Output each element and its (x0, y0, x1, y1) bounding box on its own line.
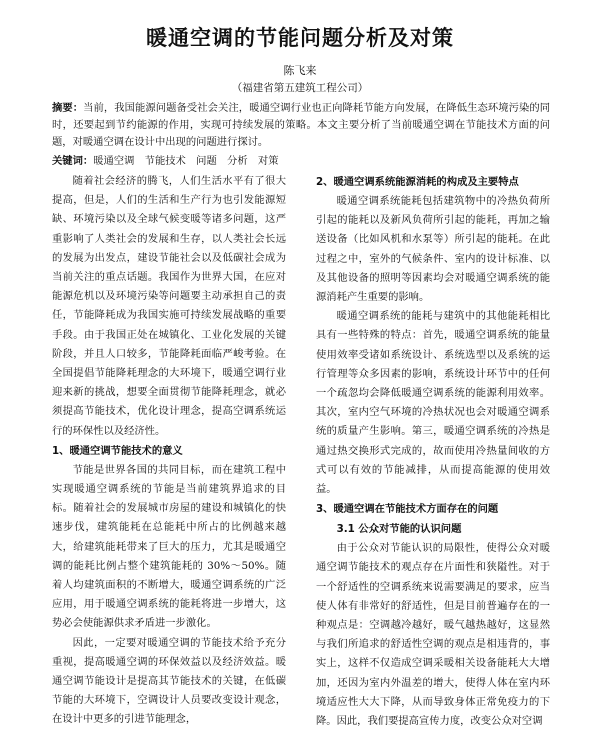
abstract-label: 摘要： (52, 102, 84, 114)
author-name: 陈飞来 (283, 64, 317, 77)
section-3-1-paragraph: 由于公众对节能认识的局限性，使得公众对暖通空调节能技术的观点存在片面性和狭隘性。对于一个舒适性的空调系统来说需要满足的要求，应当使人体有非常好的舒适性，但是目前普遍存在的一种观点是：空调越冷越好，暖气越热越好，这显然与我们所追求的舒适性空调的观点是相违背的，事实上，这样不仅造成空调采暖相关设备能耗大大增加，还因为室内外温差的增大，使得人体在室内环境适应性大大下降，从而导致身体正常免疫力的下降。因此，我们要提高宣传力度，改变公众对空调 (316, 542, 550, 728)
author-affiliation: （福建省第五建筑工程公司） (231, 82, 369, 94)
section-1-heading: 1、暖通空调节能技术的意义 (52, 444, 183, 457)
abstract (52, 100, 550, 151)
section-1-paragraph-1: 节能是世界各国的共同目标，而在建筑工程中实现暖通空调系统的节能是当前建筑界追求的目标。随着社会的发展城市房屋的建设和城镇化的快速步伐，建筑能耗在总能耗中所占的比例越来越大，给建筑能耗带来了巨大的压力，尤其是暖通空调的能耗比例占整个建筑能耗的 30%～50%。随着人均建筑面积的不断增大，暖通空调系统的广泛应用，用于暖通空调系统的能耗将进一步增大，这势必会使能源供求矛盾进一步激化。 (52, 463, 286, 630)
section-3-1-heading: 3.1 公众对节能的认识问题 (336, 523, 462, 536)
section-3-heading: 3、暖通空调在节能技术方面存在的问题 (316, 503, 499, 516)
intro-paragraph: 随着社会经济的腾飞，人们生活水平有了很大提高，但是，人们的生活和生产行为也引发能源短缺、环境污染以及全球气候变暖等诸多问题，这严重影响了人类社会的发展和生存，以人类社会长远的发展为出发点，建设节能社会以及低碳社会成为当前关注的重点话题。我国作为世界大国，在应对能源危机以及环境污染等问题要主动承担自己的责任，节能降耗成为我国实施可持续发展战略的重要手段。由于我国正处在城镇化、工业化发展的关键阶段，并且人口较多，节能降耗面临严峻考验。在全国提倡节能降耗理念的大环境下，暖通空调行业迎来新的挑战，想要全面贯彻节能降耗理念，就必须提高节能技术，优化设计理念，提高空调系统运行的环保性以及经济性。 (52, 175, 286, 437)
keywords-text: 暖通空调 节能技术 问题 分析 对策 (93, 155, 279, 167)
left-column (52, 172, 286, 730)
paper-title: 暖通空调的节能问题分析及对策 (146, 26, 454, 50)
keywords-label: 关键词： (52, 155, 94, 167)
section-1-paragraph-2: 因此，一定要对暖通空调的节能技术给予充分重视，提高暖通空调的环保效益以及经济效益。暖通空调节能设计是提高其节能技术的关键，在低碳节能的大环境下，空调设计人员要改变设计观念，在设计中更多的引进节能理念， (52, 636, 286, 726)
abstract-text: 当前，我国能源问题备受社会关注，暖通空调行业也正向降耗节能方向发展，在降低生态环境污染的同时，还要起到节约能源的作用，实现可持续发展的策略。本文主要分析了当前暖通空调在节能技术方面的问题，对暖通空调在设计中出现的问题进行探讨。 (52, 102, 551, 148)
keywords (52, 152, 550, 167)
right-column (316, 172, 550, 731)
section-2-paragraph-1: 暖通空调系统能耗包括建筑物中的冷热负荷所引起的能耗以及新风负荷所引起的能耗，再加之输送设备（比如风机和水泵等）所引起的能耗。在此过程之中，室外的气候条件、室内的设计标准、以及其他设备的照明等因素均会对暖通空调系统的能源消耗产生重要的影响。 (316, 195, 550, 304)
section-2-paragraph-2: 暖通空调系统的能耗与建筑中的其他能耗相比具有一些特殊的特点：首先，暖通空调系统的能量使用效率受诸如系统设计、系统选型以及系统的运行管理等众多因素的影响，系统设计环节中的任何一个疏忽均会降低暖通空调系统的能源利用效率。其次，室内空气环境的冷热状况也会对暖通空调系统的质量产生影响。第三，暖通空调系统的冷热是通过热交换形式完成的，故而使用冷热量间收的方式可以有效的节能减排，从而提高能源的使用效益。 (316, 310, 550, 496)
section-2-heading: 2、暖通空调系统能源消耗的构成及主要特点 (316, 176, 519, 188)
